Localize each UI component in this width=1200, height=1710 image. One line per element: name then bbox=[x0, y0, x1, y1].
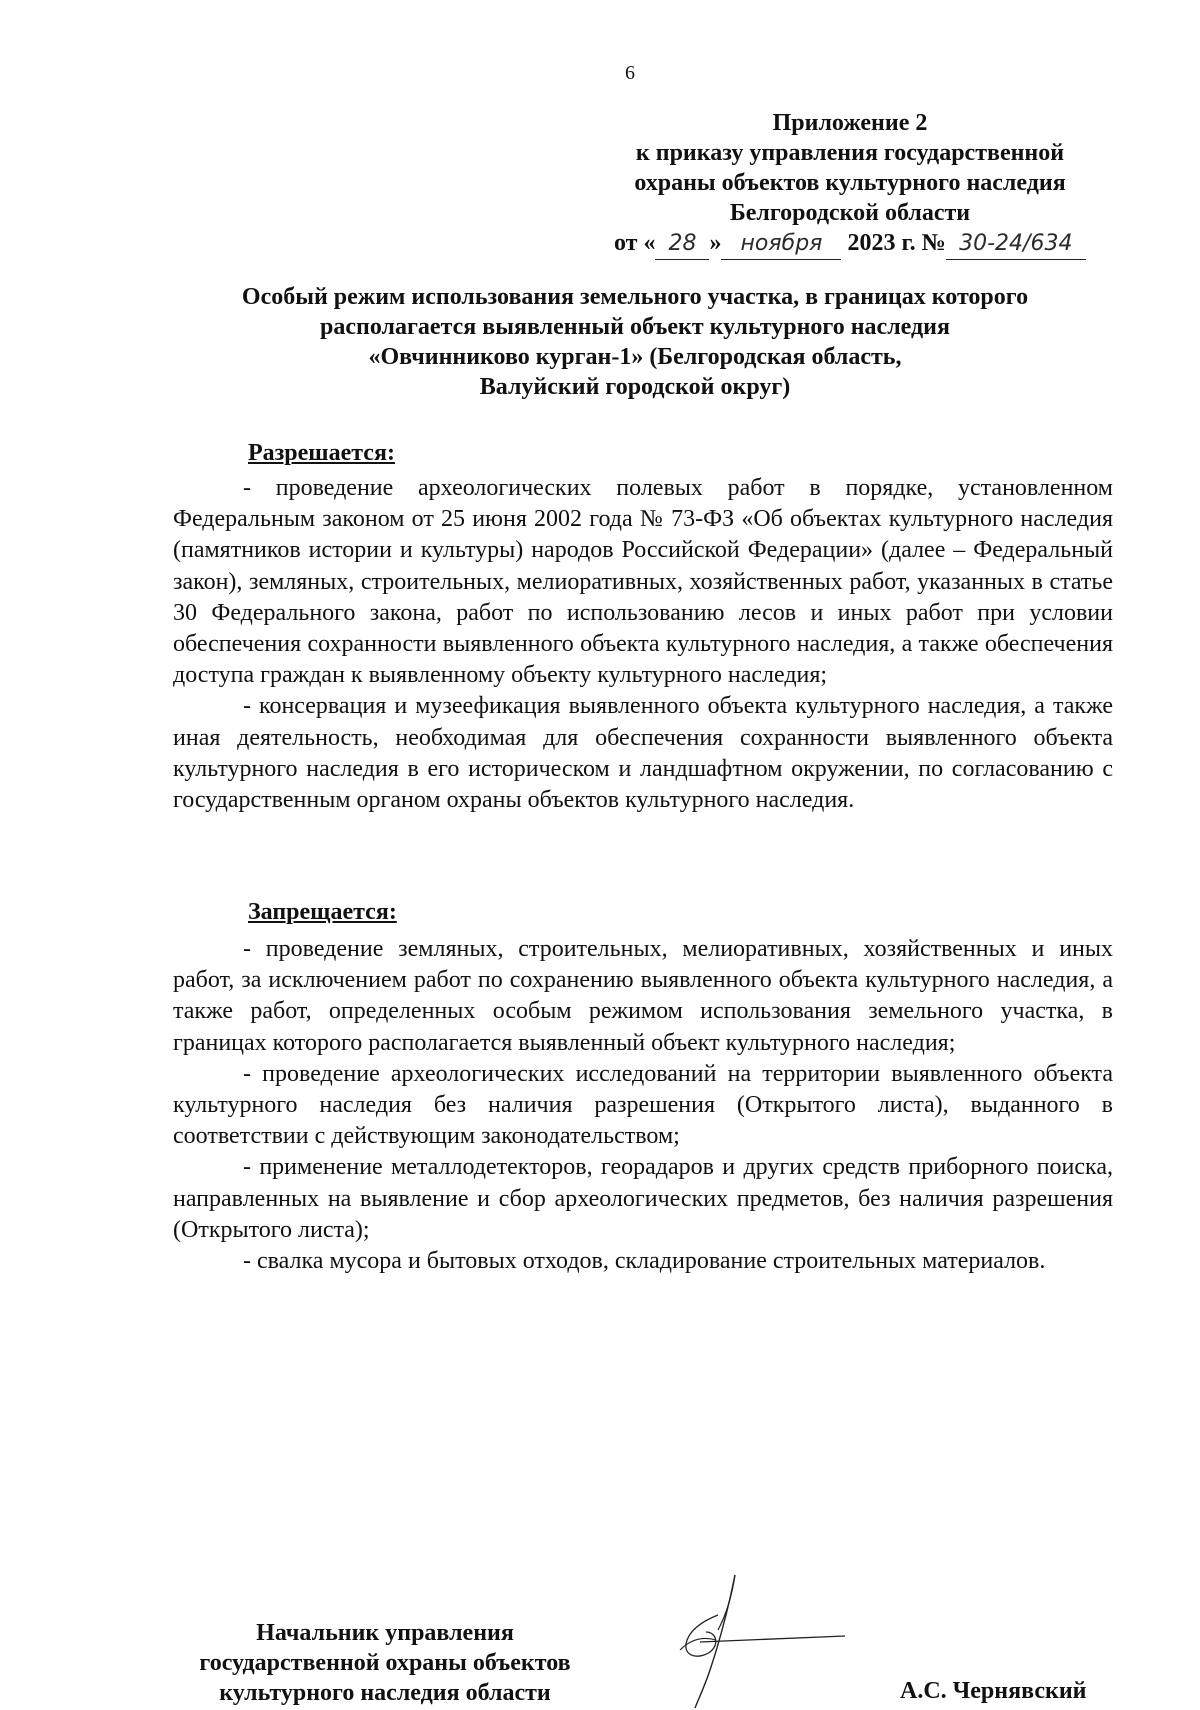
signatory-title-line-3: культурного наследия области bbox=[219, 1680, 551, 1706]
allowed-section bbox=[173, 473, 1113, 816]
title-line-3: «Овчинниково курган-1» (Белгородская область, bbox=[368, 344, 902, 370]
title-line-4: Валуйский городской округ) bbox=[479, 374, 791, 400]
allowed-item: - проведение археологических полевых работ в порядке, установленном Федеральным законом от 25 июня 2002 года № 73-ФЗ «Об объектах культурного наследия (памятников истории и культуры) народов Российской Федерации» (далее – Федеральный закон), земляных, строительных, мелиоративных, хозяйственных работ, указанных в статье 30 Федерального закона, работ по использованию лесов и иных работ при условии обеспечения сохранности выявленного объекта культурного наследия, а также обеспечения доступа граждан к выявленному объекту культурного наследия; bbox=[173, 475, 1113, 689]
prohibited-item: - проведение земляных, строительных, мелиоративных, хозяйственных и иных работ, за исключением работ по сохранению выявленного объекта культурного наследия, а также работ, определенных особым режимом использования земельного участка, в границах которого располагается выявленный объект культурного наследия; bbox=[173, 936, 1113, 1056]
signatory-name: А.С. Чернявский bbox=[900, 1678, 1087, 1704]
order-reference bbox=[614, 228, 1086, 260]
prohibited-heading: Запрещается: bbox=[248, 899, 397, 925]
allowed-heading: Разрешается: bbox=[248, 440, 395, 466]
appendix-line-4: Белгородской области bbox=[729, 200, 971, 226]
order-day-handwritten: 28 bbox=[655, 229, 709, 260]
title-line-1: Особый режим использования земельного участка, в границах которого bbox=[241, 284, 1029, 310]
prohibited-section bbox=[173, 934, 1113, 1277]
signatory-title-line-2: государственной охраны объектов bbox=[199, 1650, 571, 1676]
appendix-line-1: Приложение 2 bbox=[772, 110, 928, 136]
title-line-2: располагается выявленный объект культурного наследия bbox=[320, 314, 950, 340]
signatory-title bbox=[150, 1618, 620, 1708]
order-number-handwritten: 30-24/634 bbox=[946, 229, 1086, 260]
appendix-line-3: охраны объектов культурного наследия bbox=[634, 170, 1066, 196]
prohibited-item: - свалка мусора и бытовых отходов, складирование строительных материалов. bbox=[243, 1248, 1046, 1275]
prohibited-item: - проведение археологических исследований на территории выявленного объекта культурного наследия без наличия разрешения (Открытого листа), выданного в соответствии с действующим законодательством; bbox=[173, 1060, 1113, 1150]
appendix-line-2: к приказу управления государственной bbox=[635, 140, 1065, 166]
document-title bbox=[180, 282, 1090, 402]
prohibited-item: - применение металлодетекторов, георадаров и других средств приборного поиска, направленных на выявление и сбор археологических предметов, без наличия разрешения (Открытого листа); bbox=[173, 1154, 1113, 1243]
order-prefix: от « bbox=[614, 230, 656, 256]
order-mid: » bbox=[709, 230, 722, 256]
handwritten-signature bbox=[640, 1570, 860, 1710]
order-month-handwritten: ноября bbox=[721, 229, 841, 260]
order-year: 2023 г. № bbox=[841, 230, 946, 256]
page-number: 6 bbox=[625, 62, 635, 84]
allowed-item: - консервация и музеефикация выявленного объекта культурного наследия, а также иная деятельность, необходимая для обеспечения сохранности выявленного объекта культурного наследия в его историческом и ландшафтном окружении, по согласованию с государственным органом охраны объектов культурного наследия. bbox=[173, 693, 1113, 814]
signatory-title-line-1: Начальник управления bbox=[256, 1620, 514, 1646]
appendix-header bbox=[600, 108, 1100, 228]
